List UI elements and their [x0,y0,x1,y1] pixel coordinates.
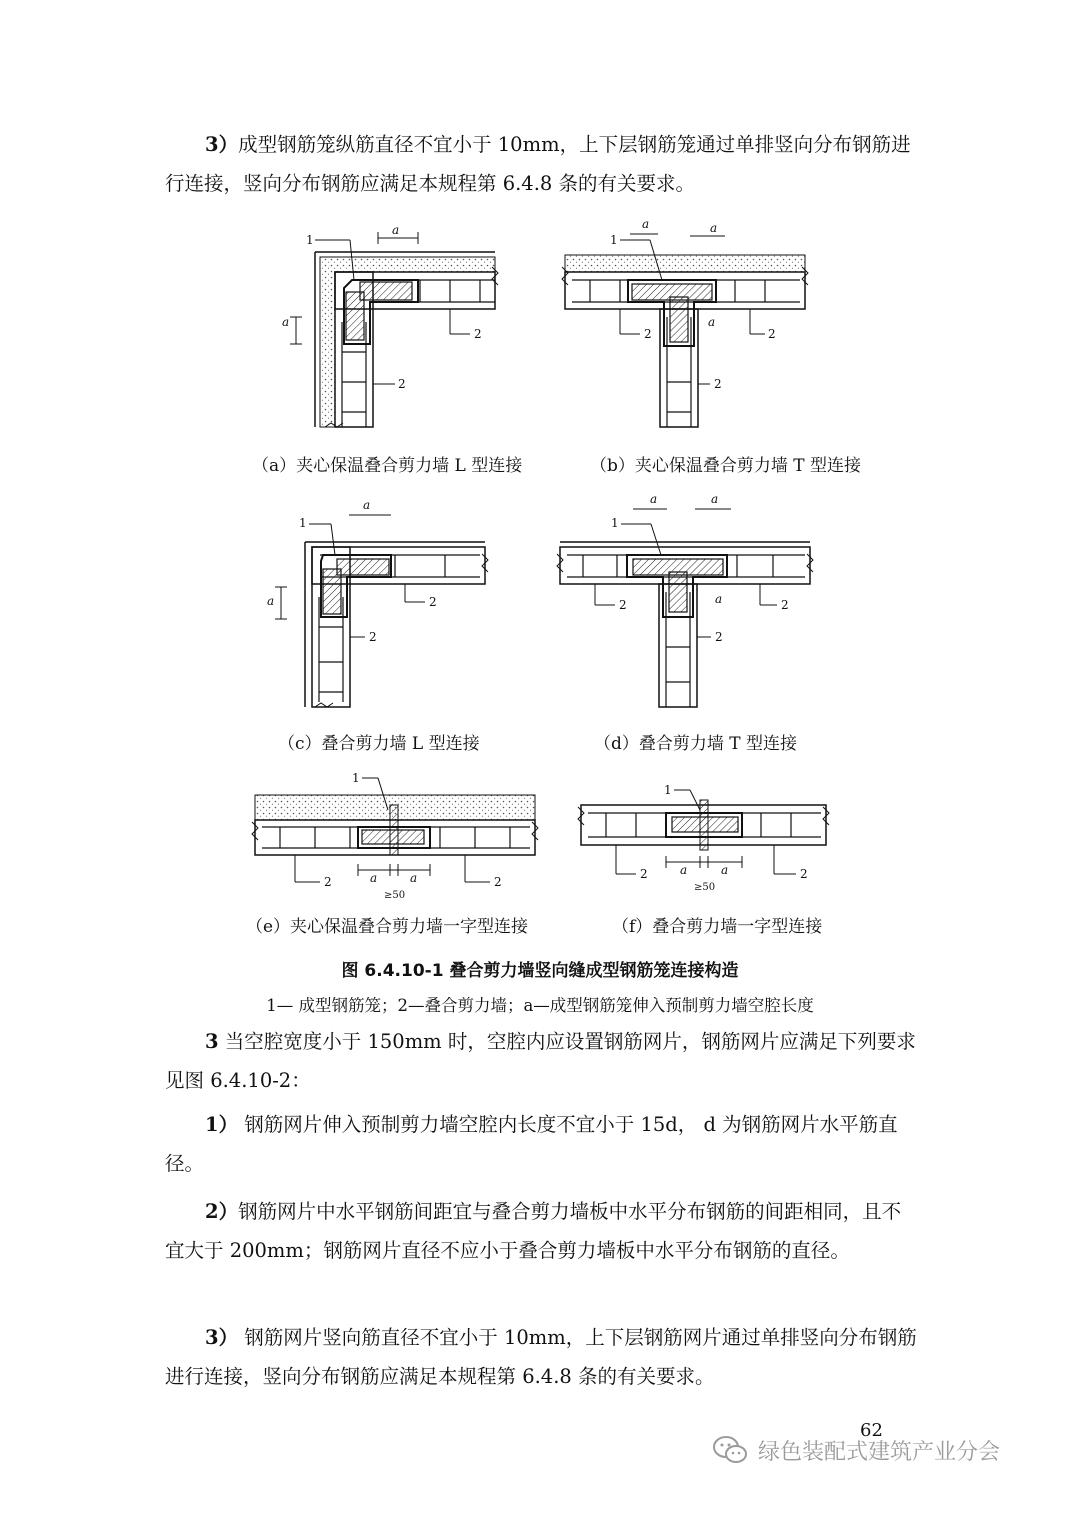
diagram-e [250,770,540,905]
paragraph-4 [165,1192,917,1270]
paragraph-4-num: 2） [205,1200,239,1223]
diagram-a-label-2: 2 [474,327,482,341]
diagram-c-label-2: 2 [429,595,437,609]
diagram-a-label-a: a [392,223,400,237]
diagram-f-label-1: 1 [664,783,672,797]
paragraph-3-text: 钢筋网片伸入预制剪力墙空腔内长度不宜小于 15d， d 为钢筋网片水平筋直径。 [165,1113,898,1175]
diagram-e-label-a: a [370,871,378,885]
diagram-b-label-a2: a [710,221,718,235]
paragraph-2 [165,1022,917,1100]
paragraph-3 [165,1105,917,1183]
diagram-e-label-1: 1 [352,771,360,785]
diagram-a-label-2b: 2 [398,377,406,391]
diagram-e-label-ge50: ≥50 [384,890,406,901]
watermark-text: 绿色装配式建筑产业分会 [758,1439,1001,1465]
paragraph-1 [165,125,917,203]
diagram-f-label-ge50: ≥50 [694,882,716,893]
caption-a: （a）夹心保温叠合剪力墙 L 型连接 [252,456,523,476]
diagram-b [560,217,810,437]
diagram-e-label-a2: a [410,871,418,885]
diagram-d [555,492,815,712]
paragraph-1-num: 3） [205,133,239,156]
diagram-f-label-a: a [680,863,688,877]
diagram-d-label-2c: 2 [715,630,723,644]
diagram-c [265,497,505,712]
page-number: 62 [860,1420,883,1441]
diagram-d-label-a3: a [715,592,723,606]
paragraph-5-text: 钢筋网片竖向筋直径不宜小于 10mm，上下层钢筋网片通过单排竖向分布钢筋进行连接，竖向分布钢筋应满足本规程第 6.4.8 条的有关要求。 [165,1326,917,1388]
wechat-icon [712,1435,748,1465]
diagram-e-label-2: 2 [324,875,332,889]
diagram-c-label-a2: a [267,594,275,608]
diagram-f-label-2: 2 [640,867,648,881]
diagram-c-label-1: 1 [299,516,307,530]
caption-b: （b）夹心保温叠合剪力墙 T 型连接 [590,456,862,476]
diagram-b-label-1: 1 [610,233,618,247]
diagram-a [270,222,510,437]
diagram-d-label-a2: a [711,492,719,506]
diagram-b-label-2c: 2 [714,377,722,391]
caption-e: （e）夹心保温叠合剪力墙一字型连接 [246,917,529,937]
caption-c: （c）叠合剪力墙 L 型连接 [278,734,480,754]
diagram-d-label-2: 2 [619,598,627,612]
diagram-b-label-2: 2 [644,327,652,341]
paragraph-5-num: 3） [205,1326,239,1349]
diagram-b-label-a: a [642,217,650,231]
diagram-f [576,770,836,905]
diagram-b-label-2b: 2 [768,327,776,341]
paragraph-1-text: 成型钢筋笼纵筋直径不宜小于 10mm，上下层钢筋笼通过单排竖向分布钢筋进行连接，竖向分布钢筋应满足本规程第 6.4.8 条的有关要求。 [165,133,911,195]
diagram-b-label-a3: a [708,315,716,329]
diagram-a-label-a2: a [282,315,290,329]
watermark [712,1430,1052,1470]
diagram-c-label-a: a [363,498,371,512]
figure-title: 图 6.4.10-1 叠合剪力墙竖向缝成型钢筋笼连接构造 [341,961,739,981]
diagram-f-label-a2: a [721,863,729,877]
diagram-f-label-2b: 2 [800,867,808,881]
paragraph-4-text: 钢筋网片中水平钢筋间距宜与叠合剪力墙板中水平分布钢筋的间距相同，且不宜大于 200mm；钢筋网片直径不应小于叠合剪力墙板中水平分布钢筋的直径。 [165,1200,902,1262]
caption-d: （d）叠合剪力墙 T 型连接 [594,734,798,754]
figure-legend: 1— 成型钢筋笼；2—叠合剪力墙；a—成型钢筋笼伸入预制剪力墙空腔长度 [266,996,814,1015]
paragraph-3-num: 1） [205,1113,239,1136]
diagram-a-label-1: 1 [306,233,314,247]
diagram-d-label-2b: 2 [781,598,789,612]
paragraph-5 [165,1318,917,1396]
diagram-d-label-a: a [650,492,658,506]
diagram-d-label-1: 1 [611,516,619,530]
caption-f: （f）叠合剪力墙一字型连接 [612,917,823,937]
paragraph-2-text: 当空腔宽度小于 150mm 时，空腔内应设置钢筋网片，钢筋网片应满足下列要求见图 6.4.10-2： [165,1030,916,1092]
diagram-e-label-2b: 2 [494,875,502,889]
diagram-c-label-2b: 2 [369,630,377,644]
paragraph-2-num: 3 [205,1030,219,1053]
